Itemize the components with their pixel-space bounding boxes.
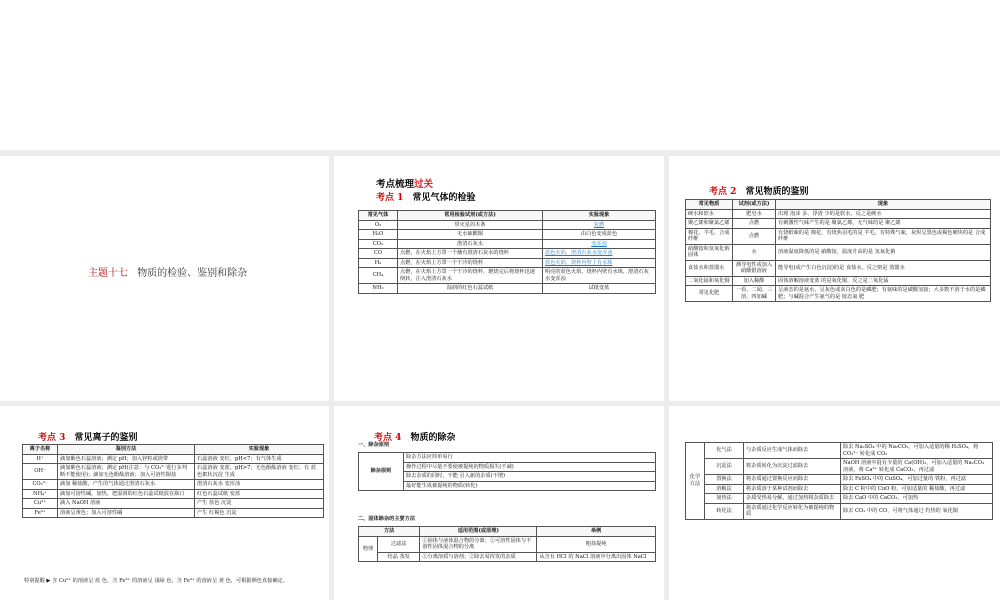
cell: 试纸变蓝 [543,284,656,294]
table-row [686,503,993,519]
table-row [686,494,993,504]
cell: 带火星的木条 [398,220,543,230]
principles-table [358,452,656,491]
answer-blank: 蓝色火焰，烧杯内壁上有水珠 [545,259,613,266]
methods-table [358,526,656,562]
section-title: 物质的除杂 [410,433,456,443]
cell: 明亮的蓝色火焰，烧杯内壁有水珠，澄清石灰水变浑浊 [543,268,656,284]
cell: 滴加可溶性碱，加热，把湿润的红色石蕊试纸放在瓶口 [58,489,195,499]
cell: 湿润的红色石蕊试纸 [398,284,543,294]
special-note: 特别提醒 ▶ 含 Cu²⁺ 的溶液呈 蓝 色，含 Fe²⁺ 的溶液呈 浅绿 色，含 Fe³⁺ 的溶液呈 黄 色，可根据颜色直接确定。 [24,578,288,584]
cell: 点燃 [733,228,776,244]
cell: 除杂方法应简单易行 [404,453,656,463]
table-row [359,552,656,562]
cell: 将杂质通过置换反应而除去 [744,475,841,485]
cell: 测导电性或加入硝酸银溶液 [733,260,776,276]
cell: 溶液呈黄色；加入可溶性碱 [58,508,195,518]
method-group: 物理 [359,536,378,562]
cell: 硬水和软水 [686,209,733,219]
slide-impurity-removal[interactable] [334,406,664,600]
section-tag: 考点 3 [38,433,66,443]
cell: 产生 红褐色 沉淀 [195,508,324,518]
subheading-principles: 一、除杂原则 [358,442,390,448]
col-header: 举例 [537,527,656,537]
cell: 除去 Na₂SO₄ 中的 Na₂CO₃，可加入适量的稀 H₂SO₄，将 CO₃²⁻ 转化成 CO₂ [841,443,993,459]
cell: 过滤法 [378,536,420,552]
table-row [686,244,991,260]
cell: 将杂质溶于某种试剂而除去 [744,484,841,494]
cell: 最好能生成被提纯的物质(转化) [404,481,656,491]
section-title: 常见离子的鉴别 [74,433,138,443]
col-header: 方法 [359,527,420,537]
table-row [359,536,656,552]
cell: 有烧纸味的是 棉花，有烧焦羽毛的是 羊毛，有特殊气味，灰烬呈黑色或褐色硬块的是 合成纤维 [776,228,991,244]
cell: 除去 FeSO₄ 中的 CuSO₄，可加过量的 铁粉，再过滤 [841,475,993,485]
identification-table [685,199,991,302]
cell: 从含有 HCl 的 NaCl 溶液中分离出固体 NaCl [537,552,656,562]
review-header [376,176,433,190]
cell: 棉花、羊毛、合成纤维 [686,228,733,244]
table-row [359,239,656,249]
cell: 呈液态的是氨水，呈灰色或灰白色的是磷肥；有氨味的是碳酸氢铵；大多数不溶于水的是磷肥；与碱混合产生氨气的是 铵态氮 肥 [776,286,991,302]
table-row [359,258,656,268]
answer-blank: 变浑浊 [591,240,607,247]
cell: 滴加紫色石蕊溶液；测定 pH(注意：与 CO₃²⁻进行多判断不能使用)；滴加无色酚酞溶液；加入可溶性铜盐 [58,464,195,480]
method-group: 化学方法 [686,443,705,520]
cell: CO₃²⁻ [23,480,58,490]
table-row [23,508,324,518]
col-header: 常见物质 [686,200,733,210]
cell: Cu²⁺ [23,499,58,509]
cell: ①分离溶质与溶剂；②除去易挥发的杂质 [420,552,537,562]
cell: 除去 C 粉中的 CuO 粉，可加适量的 稀盐酸，再过滤 [841,484,993,494]
cryst-label: 结晶 [387,553,398,560]
review-header-red: 过关 [414,179,434,190]
table-row [23,499,324,509]
cell: 置换法 [705,475,744,485]
cell: 杂质受热易分解，通过加热将杂质除去 [744,494,841,504]
table-row [359,453,656,463]
blank-top-area [0,0,1000,150]
cell: 无水硫酸铜 [398,230,543,240]
cell: H⁺ [23,454,58,464]
table-row [23,464,324,480]
topic-number: 主题十七 [88,268,128,279]
table-row [359,268,656,284]
table-row [359,472,656,482]
table-header-row [359,527,656,537]
table-row [359,220,656,230]
slide-chemical-methods[interactable] [669,406,1000,600]
cell: 水 [733,244,776,260]
table-row [686,276,991,286]
cell: 能导电(或产生白色沉淀)的是 食盐水，反之则是 蒸馏水 [776,260,991,276]
cell: 由白色变成蓝色 [543,230,656,240]
cell: 滴入 NaOH 溶液 [58,499,195,509]
cell: 除去 CO₂ 中的 CO，可将气体通过 灼热的 氧化铜 [841,503,993,519]
table-row [686,228,991,244]
cell: H₂O [359,230,398,240]
cell: 转化法 [705,503,744,519]
cell: 食盐水和蒸馏水 [686,260,733,276]
section-title: 常见物质的鉴别 [745,187,809,197]
section-title: 常见气体的检验 [412,193,476,203]
cell: 化气法 [705,443,744,459]
cell: 溶液温度降低的是 硝酸铵，温度升高的是 氢氧化钠 [776,244,991,260]
cell [378,552,420,562]
col-header: 试剂(或方法) [733,200,776,210]
cell: 加入稀酸 [733,276,776,286]
cell: 产生 蓝色 沉淀 [195,499,324,509]
table-row [686,219,991,229]
cell: 沉淀法 [705,459,744,475]
cell: O₂ [359,220,398,230]
cell: 澄清石灰水 [398,239,543,249]
table-row [686,260,991,276]
section-tag: 考点 1 [376,193,404,203]
table-header-row [23,445,324,455]
cell: NH₄⁺ [23,489,58,499]
cell: H₂ [359,258,398,268]
section-heading [376,190,476,203]
table-row [686,286,991,302]
cell: 溶解法 [705,484,744,494]
table-row [359,481,656,491]
answer-blank: 复燃 [593,221,605,228]
cell: 常见化肥 [686,286,733,302]
ion-table [22,444,324,518]
slide-title[interactable] [0,156,329,401]
cell: 粗盐提纯 [537,536,656,552]
cell: 出现 泡沫 多、浮渣 少的是软水，反之是硬水 [776,209,991,219]
table-row [359,230,656,240]
gas-table [358,210,656,294]
cell: 除去杂质的同时，不能 引入新的杂质(不增) [404,472,656,482]
cell: 点燃，在火焰上方罩一个蘸有澄清石灰水的烧杯 [398,249,543,259]
cell: 一看、二闻、三溶、四加碱 [733,286,776,302]
cell: 二氧化锰和氧化铜 [686,276,733,286]
cell: 滴加 稀盐酸，产生的气体通过澄清石灰水 [58,480,195,490]
cell: NH₃ [359,284,398,294]
cell: 点燃，在火焰上方罩一个干冷的烧杯 [398,258,543,268]
answer-blank: 蓝色火焰，澄清石灰水变浑浊 [545,250,613,256]
cell: 有刺激性气味产生的是 聚氯乙烯，无气味的是 聚乙烯 [776,219,991,229]
cell: 硝酸铵和氢氧化钠固体 [686,244,733,260]
cell: 将杂质转化为沉淀过滤除去 [744,459,841,475]
cell: 加热法 [705,494,744,504]
review-header-text: 考点梳理 [376,179,415,190]
section-tag: 考点 4 [374,433,402,443]
col-header: 常见气体 [359,211,398,221]
cell: Fe³⁺ [23,508,58,518]
section-tag: 考点 2 [709,187,737,197]
cell: 澄清石灰水 变浑浊 [195,480,324,490]
cell: NaOH 溶液中混有少量的 Ca(OH)₂，可加入适量的 Na₂CO₃ 溶液，将 Ca²⁺ 转化成 CaCO₃，再过滤 [841,459,993,475]
col-header: 实验现象 [543,211,656,221]
section-heading [38,430,138,443]
principle-label: 除杂原则 [359,453,404,491]
cell: ①固体与液体混合物的分离；②可溶性固体与不溶性固体混合物的分离 [420,536,537,552]
cell: 红色石蕊试纸 变蓝 [195,489,324,499]
table-row [686,475,993,485]
chemical-methods-table [685,442,993,520]
col-header: 实验现象 [195,445,324,455]
cell: 操作过程中尽量不要使被提纯的物质损失(不减) [404,462,656,472]
cryst-method: 蒸发 [399,553,410,560]
section-heading [709,184,809,197]
cell: 点燃 [733,219,776,229]
cell: CO₂ [359,239,398,249]
table-row [359,284,656,294]
table-row [686,443,993,459]
cell: OH⁻ [23,464,58,480]
cell: 滴加紫色石蕊溶液；测定 pH；加入锌粒或镁带 [58,454,195,464]
table-row [23,454,324,464]
table-row [686,484,993,494]
table-header-row [359,211,656,221]
cell: CH₄ [359,268,398,284]
table-row [23,489,324,499]
cell: CO [359,249,398,259]
cell: 固体溶解溶液变蓝 的是氧化铜，反之是二氧化锰 [776,276,991,286]
col-header: 离子名称 [23,445,58,455]
subheading-methods: 二、固体除杂的主要方法 [358,516,416,522]
col-header: 现象 [776,200,991,210]
col-header: 常用检验试剂(或方法) [398,211,543,221]
topic-name: 物质的检验、鉴别和除杂 [137,268,248,279]
col-header: 鉴别方法 [58,445,195,455]
col-header: 适用范围(或原理) [420,527,537,537]
table-row [23,480,324,490]
table-row [359,462,656,472]
slide-ion-identification[interactable] [0,406,329,600]
cell: 将杂质通过化学反应转化为被提纯的物质 [744,503,841,519]
slide-gas-detection[interactable] [334,156,664,401]
cell: 除去 CaO 中的 CaCO₃，可加热 [841,494,993,504]
cell: 点燃，在火焰上方罩一个干冷的烧杯，燃烧完后将烧杯迅速倒转，注入澄清石灰水 [398,268,543,284]
cell: 与杂质反应生成气体而除去 [744,443,841,459]
cell: 石蕊溶液 变蓝，pH>7；无色酚酞溶液 变红；有 蓝色絮状沉淀 生成 [195,464,324,480]
table-row [686,459,993,475]
table-header-row [686,200,991,210]
cell: 石蕊溶液 变红，pH<7；有气体生成 [195,454,324,464]
table-row [359,249,656,259]
table-row [686,209,991,219]
cell: 肥皂水 [733,209,776,219]
cell: 聚乙烯和聚氯乙烯 [686,219,733,229]
topic-title [88,264,247,279]
slide-substance-identification[interactable] [669,156,1000,401]
